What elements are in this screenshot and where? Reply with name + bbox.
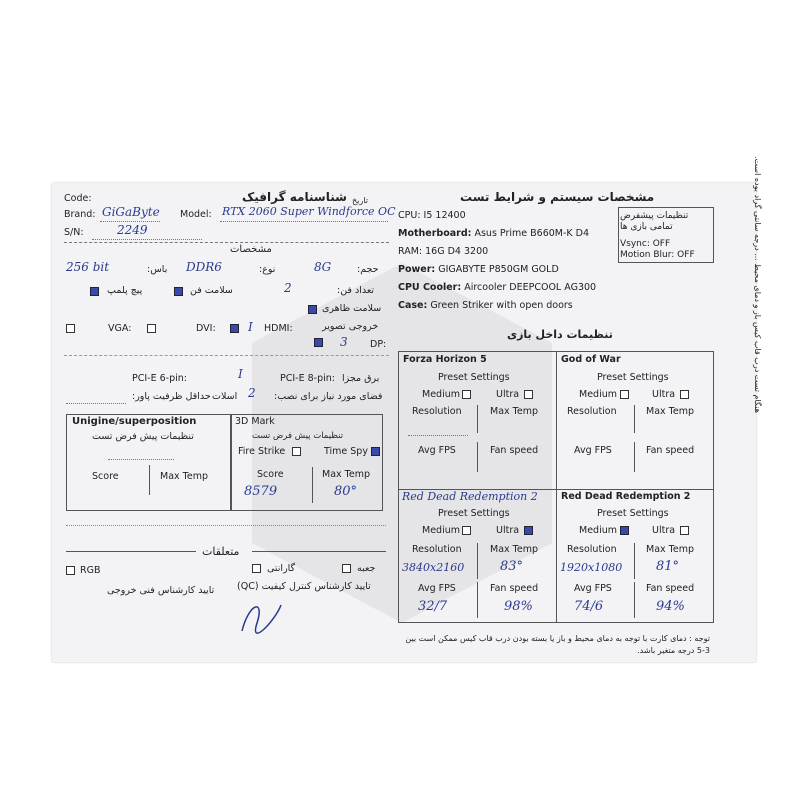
game4-preset-label: Preset Settings bbox=[597, 508, 669, 519]
game3-ultra-checkbox[interactable] bbox=[524, 526, 533, 535]
timespy-label: Time Spy bbox=[324, 446, 368, 457]
game3-fps-value: 32/7 bbox=[418, 599, 448, 614]
ingame-title: تنظیمات داخل بازی bbox=[507, 328, 613, 341]
brand-label: Brand: bbox=[64, 209, 96, 220]
game2-fanspeed-label: Fan speed bbox=[646, 445, 695, 456]
output-label: خروجی تصویر bbox=[322, 321, 379, 332]
game3-fanspeed-label: Fan speed bbox=[490, 583, 539, 594]
capacity-label: حجم: bbox=[357, 264, 379, 275]
fan-health-checkbox[interactable] bbox=[174, 287, 183, 296]
warranty-checkbox[interactable] bbox=[252, 564, 261, 573]
game4-medium-label: Medium bbox=[579, 525, 617, 536]
game3-res-value: 3840x2160 bbox=[402, 561, 465, 574]
dp-checkbox[interactable] bbox=[314, 338, 323, 347]
box-checkbox[interactable] bbox=[342, 564, 351, 573]
game3-preset-label: Preset Settings bbox=[438, 508, 510, 519]
game4-maxtemp-label: Max Temp bbox=[646, 544, 694, 555]
game2-ultra-checkbox[interactable] bbox=[680, 390, 689, 399]
game4-title: Red Dead Redemption 2 bbox=[561, 491, 691, 502]
default-settings-1: تنظیمات پیشفرض bbox=[620, 211, 689, 221]
game3-ultra-label: Ultra bbox=[496, 525, 520, 536]
game2-medium-label: Medium bbox=[579, 389, 617, 400]
motherboard-label: Motherboard: bbox=[398, 228, 472, 239]
game4-resolution-label: Resolution bbox=[567, 544, 617, 555]
game2-medium-checkbox[interactable] bbox=[620, 390, 629, 399]
game1-title: Forza Horizon 5 bbox=[403, 354, 487, 365]
cooler-value: Aircooler DEEPCOOL AG300 bbox=[464, 282, 597, 293]
temperature-note: توجه : دمای کارت با توجه به دمای محیط و باز یا بسته بودن درب قاب کیس ممکن است بین 3-5 درجه متغیر باشد. bbox=[405, 634, 710, 655]
dvi-label: DVI: bbox=[196, 323, 216, 334]
game4-avgfps-label: Avg FPS bbox=[574, 583, 612, 594]
min-power-label: حداقل ظرفیت پاور: bbox=[132, 391, 211, 402]
game3-title: Red Dead Redemption 2 bbox=[402, 490, 538, 503]
unigine-maxtemp-label: Max Temp bbox=[160, 471, 208, 482]
game2-ultra-label: Ultra bbox=[652, 389, 676, 400]
bus-value: 256 bit bbox=[66, 260, 110, 274]
firestrike-checkbox[interactable] bbox=[292, 447, 301, 456]
game2-resolution-label: Resolution bbox=[567, 406, 617, 417]
3dmark-title: 3D Mark bbox=[235, 416, 275, 427]
unigine-box bbox=[66, 414, 231, 511]
game1-ultra-label: Ultra bbox=[496, 389, 520, 400]
slot-label: اسلات bbox=[212, 391, 238, 402]
rgb-label: RGB bbox=[80, 565, 101, 576]
capacity-value: 8G bbox=[314, 260, 332, 274]
game3-temp-value: 83° bbox=[500, 559, 524, 574]
game1-preset-label: Preset Settings bbox=[438, 372, 510, 383]
hdmi-label: HDMI: bbox=[264, 323, 293, 334]
space-label: فضای مورد نیاز برای نصب: bbox=[274, 391, 383, 402]
game4-res-value: 1920x1080 bbox=[560, 561, 623, 574]
type-label: نوع: bbox=[259, 264, 276, 275]
firestrike-label: Fire Strike bbox=[238, 446, 286, 457]
game4-fps-value: 74/6 bbox=[574, 599, 604, 614]
screw-seal-checkbox[interactable] bbox=[90, 287, 99, 296]
game1-maxtemp-label: Max Temp bbox=[490, 406, 538, 417]
side-note: هنگام تست درب قاب کیس باز و دمای محیط ... درجه سانتی گراد بوده است. bbox=[753, 155, 762, 413]
motion-blur-text: Motion Blur: OFF bbox=[620, 250, 695, 260]
game2-avgfps-label: Avg FPS bbox=[574, 445, 612, 456]
dvi-checkbox[interactable] bbox=[147, 324, 156, 333]
game1-ultra-checkbox[interactable] bbox=[524, 390, 533, 399]
unigine-sub: تنظیمات پیش فرض تست bbox=[92, 431, 194, 442]
rgb-checkbox[interactable] bbox=[66, 566, 75, 575]
game4-ultra-label: Ultra bbox=[652, 525, 676, 536]
type-value: DDR6 bbox=[186, 260, 222, 274]
power-supply-value: GIGABYTE P850GM GOLD bbox=[438, 264, 559, 275]
timespy-checkbox[interactable] bbox=[371, 447, 380, 456]
game4-ultra-checkbox[interactable] bbox=[680, 526, 689, 535]
game4-fan-value: 94% bbox=[656, 599, 685, 614]
qc-label: تایید کارشناس کنترل کیفیت (QC) bbox=[237, 581, 371, 592]
game2-preset-label: Preset Settings bbox=[597, 372, 669, 383]
vga-checkbox[interactable] bbox=[66, 324, 75, 333]
system-title: مشخصات سیستم و شرایط تست bbox=[460, 190, 655, 204]
dp-label: DP: bbox=[370, 339, 387, 350]
3dmark-score-label: Score bbox=[257, 469, 284, 480]
accessories-title: متعلقات bbox=[202, 545, 240, 558]
warranty-label: گارانتی bbox=[267, 563, 296, 574]
tech-label: تایید کارشناس فنی خروجی bbox=[107, 585, 215, 596]
pcie8-value: I bbox=[238, 367, 243, 381]
game1-fanspeed-label: Fan speed bbox=[490, 445, 539, 456]
appearance-checkbox[interactable] bbox=[308, 305, 317, 314]
spec-sheet bbox=[52, 155, 762, 662]
motherboard-value: Asus Prime B660M-K D4 bbox=[474, 228, 590, 239]
3dmark-sub: تنظیمات پیش فرض تست bbox=[252, 431, 344, 441]
hdmi-value: I bbox=[248, 320, 253, 334]
fan-count-label: تعداد فن: bbox=[337, 285, 375, 296]
cpu-text: CPU: I5 12400 bbox=[398, 210, 466, 221]
3dmark-maxtemp-label: Max Temp bbox=[322, 469, 370, 480]
dvi-checked-checkbox[interactable] bbox=[230, 324, 239, 333]
specs-title: مشخصات bbox=[230, 244, 272, 255]
pcie8-label: PCI-E 8-pin: bbox=[280, 373, 335, 384]
game3-fan-value: 98% bbox=[504, 599, 533, 614]
game1-medium-label: Medium bbox=[422, 389, 460, 400]
space-value: 2 bbox=[248, 386, 256, 400]
3dmark-score-value: 8579 bbox=[244, 484, 278, 499]
game1-medium-checkbox[interactable] bbox=[462, 390, 471, 399]
game4-temp-value: 81° bbox=[656, 559, 680, 574]
case-label: Case: bbox=[398, 300, 428, 311]
game4-fanspeed-label: Fan speed bbox=[646, 583, 695, 594]
power-label: برق مجزا bbox=[342, 373, 380, 384]
game3-medium-label: Medium bbox=[422, 525, 460, 536]
pcie6-label: PCI-E 6-pin: bbox=[132, 373, 187, 384]
game4-medium-checkbox[interactable] bbox=[620, 526, 629, 535]
cooler-label: CPU Cooler: bbox=[398, 282, 462, 293]
model-label: Model: bbox=[180, 209, 212, 220]
ram-text: RAM: 16G D4 3200 bbox=[398, 246, 489, 257]
game2-title: God of War bbox=[561, 354, 621, 365]
3dmark-temp-value: 80° bbox=[334, 484, 358, 499]
date-label: تاریخ bbox=[352, 196, 368, 205]
signature-icon bbox=[237, 593, 287, 638]
game1-resolution-label: Resolution bbox=[412, 406, 462, 417]
unigine-score-label: Score bbox=[92, 471, 119, 482]
unigine-title: Unigine/superposition bbox=[72, 416, 197, 427]
game3-medium-checkbox[interactable] bbox=[462, 526, 471, 535]
brand-value: GiGaByte bbox=[102, 205, 160, 219]
vga-label: VGA: bbox=[108, 323, 132, 334]
graphics-card-title: شناسنامه گرافیک bbox=[242, 190, 347, 204]
sn-value: 2249 bbox=[117, 223, 148, 237]
sn-label: S/N: bbox=[64, 227, 84, 238]
vsync-text: Vsync: OFF bbox=[620, 239, 671, 249]
code-label: Code: bbox=[64, 193, 92, 204]
case-value: Green Striker with open doors bbox=[430, 300, 573, 311]
game3-resolution-label: Resolution bbox=[412, 544, 462, 555]
model-value: RTX 2060 Super Windforce OC bbox=[222, 205, 396, 218]
game2-maxtemp-label: Max Temp bbox=[646, 406, 694, 417]
box-label: جعبه bbox=[357, 563, 376, 574]
dp-value: 3 bbox=[340, 335, 348, 349]
appearance-label: سلامت ظاهری bbox=[322, 303, 382, 314]
bus-label: باس: bbox=[147, 264, 168, 275]
game1-avgfps-label: Avg FPS bbox=[418, 445, 456, 456]
screw-seal-label: پیچ پلمپ bbox=[107, 285, 143, 296]
fan-count-value: 2 bbox=[284, 281, 292, 295]
default-settings-2: تمامی بازی ها bbox=[620, 222, 673, 232]
game3-maxtemp-label: Max Temp bbox=[490, 544, 538, 555]
game3-avgfps-label: Avg FPS bbox=[418, 583, 456, 594]
fan-health-label: سلامت فن bbox=[190, 285, 233, 296]
power-supply-label: Power: bbox=[398, 264, 436, 275]
